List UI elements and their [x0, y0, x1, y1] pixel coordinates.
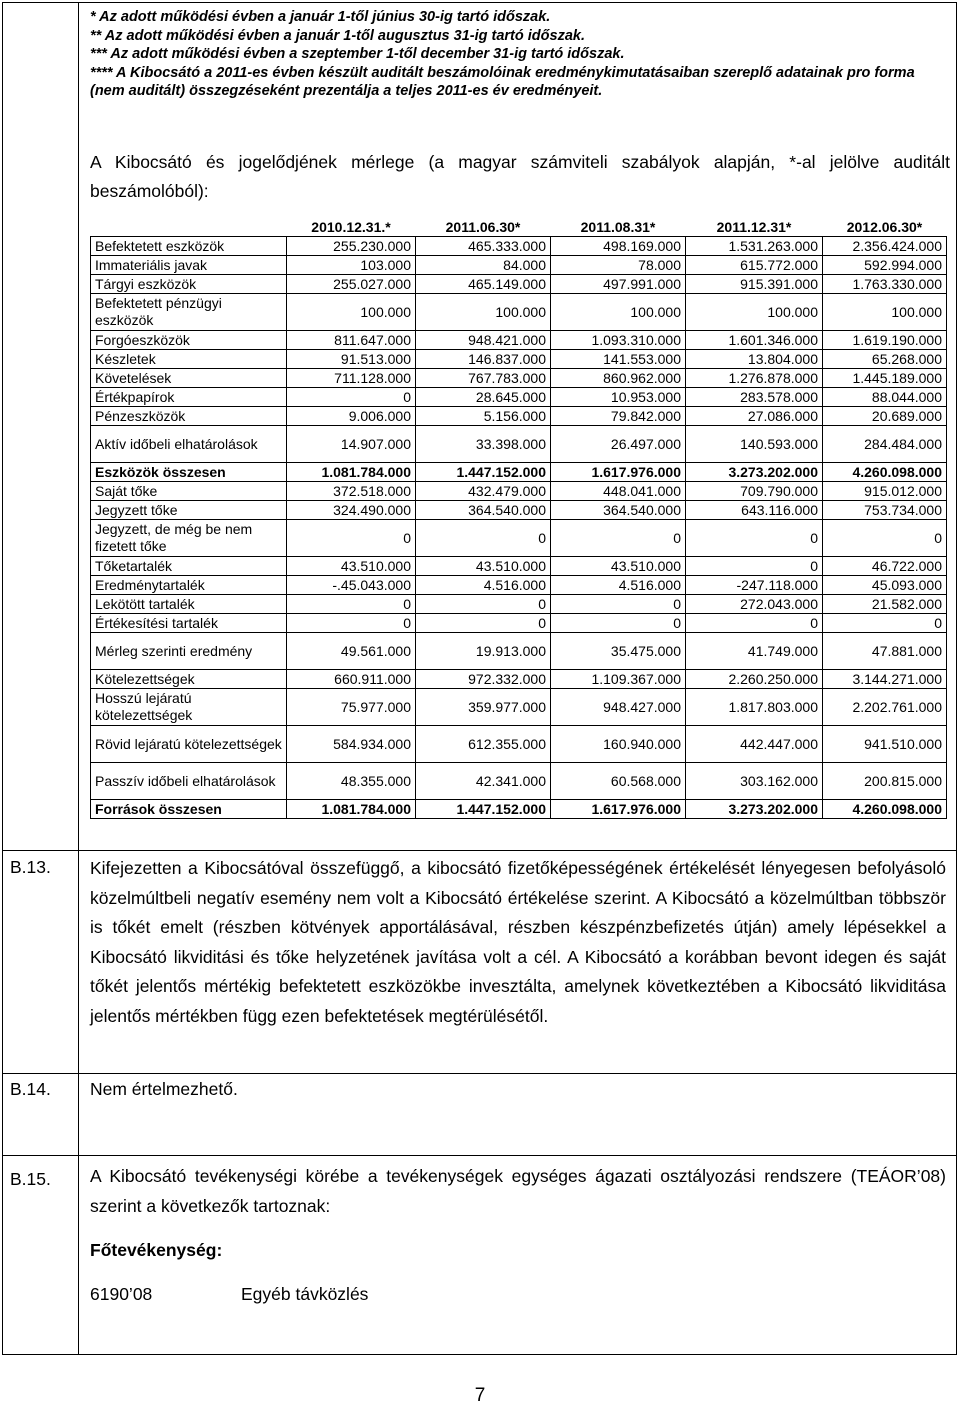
row-value: 372.518.000 [287, 482, 416, 501]
row-value: 41.749.000 [686, 633, 823, 670]
section-label-b14: B.14. [10, 1079, 51, 1099]
footnote-3: *** Az adott működési évben a szeptember 1-től december 31-ig tartó időszak. [90, 46, 625, 63]
row-value: 20.689.000 [823, 407, 947, 426]
table-row [91, 407, 947, 426]
row-value: 1.081.784.000 [287, 463, 416, 482]
row-value: 4.516.000 [551, 576, 686, 595]
row-label: Kötelezettségek [91, 670, 287, 689]
row-value: 498.169.000 [551, 237, 686, 256]
table-row [91, 800, 947, 819]
row-value: 1.763.330.000 [823, 275, 947, 294]
row-value: 43.510.000 [287, 557, 416, 576]
row-value: 10.953.000 [551, 388, 686, 407]
table-row [91, 595, 947, 614]
row-value: -247.118.000 [686, 576, 823, 595]
table-row [91, 294, 947, 331]
row-value: 255.230.000 [287, 237, 416, 256]
header-2011-06-30: 2011.06.30* [416, 219, 551, 237]
page-number: 7 [474, 1385, 486, 1406]
row-value: 2.260.250.000 [686, 670, 823, 689]
row-value: 27.086.000 [686, 407, 823, 426]
row-value: 160.940.000 [551, 726, 686, 763]
row-value: 3.273.202.000 [686, 800, 823, 819]
row-value: 35.475.000 [551, 633, 686, 670]
row-value: 100.000 [551, 294, 686, 331]
row-label: Jegyzett, de még be nem fizetett tőke [91, 520, 287, 557]
table-row [91, 331, 947, 350]
table-row [91, 670, 947, 689]
row-value: 1.531.263.000 [686, 237, 823, 256]
row-value: 14.907.000 [287, 426, 416, 463]
row-value: 811.647.000 [287, 331, 416, 350]
header-2011-12-31: 2011.12.31* [686, 219, 823, 237]
column-divider [78, 2, 79, 1355]
row-value: 1.601.346.000 [686, 331, 823, 350]
row-value: 9.006.000 [287, 407, 416, 426]
row-value: 359.977.000 [416, 689, 551, 726]
table-row [91, 369, 947, 388]
row-value: 49.561.000 [287, 633, 416, 670]
row-value: 65.268.000 [823, 350, 947, 369]
activity-heading: Főtevékenység: [90, 1240, 223, 1260]
row-value: 46.722.000 [823, 557, 947, 576]
table-row [91, 557, 947, 576]
row-value: 0 [686, 557, 823, 576]
row-value: 140.593.000 [686, 426, 823, 463]
row-label: Jegyzett tőke [91, 501, 287, 520]
row-label: Tárgyi eszközök [91, 275, 287, 294]
header-2012-06-30: 2012.06.30* [823, 219, 947, 237]
row-value: 5.156.000 [416, 407, 551, 426]
frame-bottom-border [2, 1354, 957, 1355]
section-text-b14: Nem értelmezhető. [90, 1079, 238, 1099]
row-value: 4.260.098.000 [823, 800, 947, 819]
row-value: 0 [287, 595, 416, 614]
row-value: 0 [287, 388, 416, 407]
row-value: 448.041.000 [551, 482, 686, 501]
section-label-b15: B.15. [10, 1169, 51, 1189]
section-divider-b13 [2, 850, 957, 851]
row-value: 0 [686, 614, 823, 633]
footnote-4: **** A Kibocsátó a 2011-es évben készült auditált beszámolóinak eredménykimutatásaiban szereplő adatainak pro forma (nem auditált) összegzéseként prezentálja a teljes 2011-es év eredményeit. [90, 64, 915, 100]
table-row [91, 633, 947, 670]
row-value: 1.081.784.000 [287, 800, 416, 819]
row-value: 303.162.000 [686, 763, 823, 800]
table-row [91, 576, 947, 595]
row-value: 283.578.000 [686, 388, 823, 407]
row-value: 42.341.000 [416, 763, 551, 800]
row-value: 709.790.000 [686, 482, 823, 501]
frame-right-border [956, 2, 957, 1355]
table-row [91, 614, 947, 633]
row-label: Saját tőke [91, 482, 287, 501]
footnote-2: ** Az adott működési évben a január 1-től augusztus 31-ig tartó időszak. [90, 27, 585, 44]
row-value: 141.553.000 [551, 350, 686, 369]
row-value: 0 [287, 520, 416, 557]
row-value: 941.510.000 [823, 726, 947, 763]
row-label: Hosszú lejáratú kötelezettségek [91, 689, 287, 726]
row-value: 75.977.000 [287, 689, 416, 726]
row-value: 100.000 [287, 294, 416, 331]
row-value: 284.484.000 [823, 426, 947, 463]
row-value: 1.093.310.000 [551, 331, 686, 350]
table-row [91, 763, 947, 800]
row-value: 26.497.000 [551, 426, 686, 463]
row-value: 465.149.000 [416, 275, 551, 294]
table-row [91, 350, 947, 369]
table-row [91, 501, 947, 520]
row-value: 1.445.189.000 [823, 369, 947, 388]
row-value: 3.144.271.000 [823, 670, 947, 689]
header-2010-12-31: 2010.12.31.* [287, 219, 416, 237]
row-value: 584.934.000 [287, 726, 416, 763]
table-row [91, 482, 947, 501]
section-divider-b15 [2, 1155, 957, 1156]
row-value: 33.398.000 [416, 426, 551, 463]
row-value: 915.012.000 [823, 482, 947, 501]
section-text-b15: A Kibocsátó tevékenységi körébe a tevékenységek egységes ágazati osztályozási rendszere (TEÁOR’08) szerint a következők tartoznak: [90, 1166, 946, 1216]
frame-left-border [2, 2, 3, 1355]
row-value: 43.510.000 [416, 557, 551, 576]
row-value: 915.391.000 [686, 275, 823, 294]
frame-top-border [2, 2, 957, 3]
row-value: 1.617.976.000 [551, 800, 686, 819]
row-value: 28.645.000 [416, 388, 551, 407]
row-label: Lekötött tartalék [91, 595, 287, 614]
table-row [91, 256, 947, 275]
row-value: 21.582.000 [823, 595, 947, 614]
row-value: 1.619.190.000 [823, 331, 947, 350]
row-value: 103.000 [287, 256, 416, 275]
table-row [91, 726, 947, 763]
row-value: 432.479.000 [416, 482, 551, 501]
section-text-b13: Kifejezetten a Kibocsátóval összefüggő, a kibocsátó fizetőképességének értékelését lényegesen befolyásoló közelmúltbeli negatív esemény nem volt a Kibocsátó értékelése szerint. A Kibocsátó a közelmúltban többször is tőkét emelt (részben kötvények apportálásával, részben készpénzbefizetés útján) amely lépésekkel a Kibocsátó likviditási és tőke helyzetének javítása volt a cél. A Kibocsátó a korábban bevont idegen és saját tőkét jelentős mértékig befektetett eszközökbe invesztálta, amelynek következtében a Kibocsátó likviditása jelentős mértékben függ ezen befektetések megtérülésétől. [90, 858, 946, 1026]
row-value: 612.355.000 [416, 726, 551, 763]
section-divider-b14 [2, 1073, 957, 1074]
row-value: 19.913.000 [416, 633, 551, 670]
row-value: 364.540.000 [416, 501, 551, 520]
row-value: 972.332.000 [416, 670, 551, 689]
row-value: 324.490.000 [287, 501, 416, 520]
row-value: 948.427.000 [551, 689, 686, 726]
row-label: Tőketartalék [91, 557, 287, 576]
row-value: 47.881.000 [823, 633, 947, 670]
row-value: 660.911.000 [287, 670, 416, 689]
table-row [91, 275, 947, 294]
row-value: 60.568.000 [551, 763, 686, 800]
row-value: 1.276.878.000 [686, 369, 823, 388]
row-value: 78.000 [551, 256, 686, 275]
row-label: Befektetett pénzügyi eszközök [91, 294, 287, 331]
row-value: 948.421.000 [416, 331, 551, 350]
row-value: 497.991.000 [551, 275, 686, 294]
row-label: Passzív időbeli elhatárolások [91, 763, 287, 800]
row-label: Források összesen [91, 800, 287, 819]
row-label: Forgóeszközök [91, 331, 287, 350]
activity-name: Egyéb távközlés [241, 1284, 369, 1304]
row-label: Rövid lejáratú kötelezettségek [91, 726, 287, 763]
row-value: 146.837.000 [416, 350, 551, 369]
row-value: 43.510.000 [551, 557, 686, 576]
row-value: 0 [686, 520, 823, 557]
table-header-row [91, 219, 947, 237]
row-value: 48.355.000 [287, 763, 416, 800]
section-label-b13: B.13. [10, 857, 51, 877]
row-value: -.45.043.000 [287, 576, 416, 595]
row-value: 1.447.152.000 [416, 463, 551, 482]
row-value: 0 [416, 614, 551, 633]
row-value: 1.817.803.000 [686, 689, 823, 726]
row-value: 1.109.367.000 [551, 670, 686, 689]
activity-code: 6190’08 [90, 1284, 153, 1304]
footnote-1: * Az adott működési évben a január 1-től június 30-ig tartó időszak. [90, 9, 551, 25]
row-value: 4.516.000 [416, 576, 551, 595]
row-label: Értékesítési tartalék [91, 614, 287, 633]
header-empty [91, 219, 287, 237]
row-value: 3.273.202.000 [686, 463, 823, 482]
row-value: 255.027.000 [287, 275, 416, 294]
balance-intro: A Kibocsátó és jogelődjének mérlege (a magyar számviteli szabályok alapján, *-al jelölve auditált beszámolóból): [90, 152, 950, 201]
table-row [91, 426, 947, 463]
row-value: 79.842.000 [551, 407, 686, 426]
row-value: 860.962.000 [551, 369, 686, 388]
row-value: 592.994.000 [823, 256, 947, 275]
row-value: 45.093.000 [823, 576, 947, 595]
row-value: 0 [551, 595, 686, 614]
row-value: 2.356.424.000 [823, 237, 947, 256]
row-value: 767.783.000 [416, 369, 551, 388]
table-row [91, 237, 947, 256]
row-label: Aktív időbeli elhatárolások [91, 426, 287, 463]
row-value: 0 [416, 595, 551, 614]
row-value: 0 [823, 614, 947, 633]
row-value: 0 [287, 614, 416, 633]
row-value: 1.617.976.000 [551, 463, 686, 482]
row-label: Mérleg szerinti eredmény [91, 633, 287, 670]
row-label: Immateriális javak [91, 256, 287, 275]
table-body [91, 237, 947, 819]
row-label: Pénzeszközök [91, 407, 287, 426]
header-2011-08-31: 2011.08.31* [551, 219, 686, 237]
row-value: 100.000 [686, 294, 823, 331]
row-value: 100.000 [416, 294, 551, 331]
row-value: 442.447.000 [686, 726, 823, 763]
row-value: 711.128.000 [287, 369, 416, 388]
table-row [91, 689, 947, 726]
row-label: Követelések [91, 369, 287, 388]
row-value: 2.202.761.000 [823, 689, 947, 726]
row-label: Eszközök összesen [91, 463, 287, 482]
row-label: Eredménytartalék [91, 576, 287, 595]
row-value: 643.116.000 [686, 501, 823, 520]
row-value: 615.772.000 [686, 256, 823, 275]
row-label: Befektetett eszközök [91, 237, 287, 256]
row-value: 753.734.000 [823, 501, 947, 520]
row-value: 200.815.000 [823, 763, 947, 800]
table-row [91, 520, 947, 557]
row-label: Készletek [91, 350, 287, 369]
row-value: 88.044.000 [823, 388, 947, 407]
row-value: 465.333.000 [416, 237, 551, 256]
row-value: 4.260.098.000 [823, 463, 947, 482]
footnotes [90, 8, 950, 101]
row-value: 100.000 [823, 294, 947, 331]
row-value: 1.447.152.000 [416, 800, 551, 819]
row-value: 84.000 [416, 256, 551, 275]
row-value: 0 [551, 614, 686, 633]
row-value: 364.540.000 [551, 501, 686, 520]
row-value: 0 [551, 520, 686, 557]
row-value: 13.804.000 [686, 350, 823, 369]
row-value: 0 [823, 520, 947, 557]
table-row [91, 388, 947, 407]
table-row [91, 463, 947, 482]
balance-sheet-table [90, 219, 947, 819]
row-value: 272.043.000 [686, 595, 823, 614]
row-value: 91.513.000 [287, 350, 416, 369]
row-label: Értékpapírok [91, 388, 287, 407]
row-value: 0 [416, 520, 551, 557]
